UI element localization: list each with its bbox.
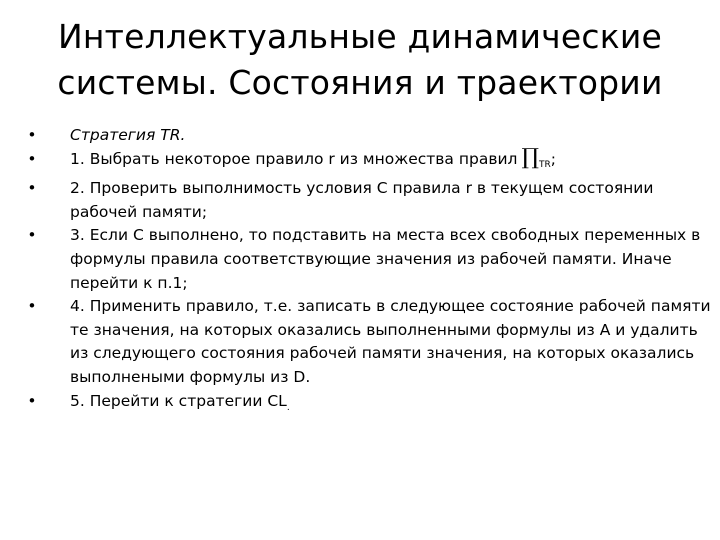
bullet-icon: •	[27, 149, 37, 168]
list-item-tail: ;	[550, 149, 556, 168]
bullet-icon: •	[27, 179, 37, 198]
list-item-step-4	[22, 295, 712, 389]
list-item-step-1	[22, 144, 712, 178]
list-item-text: 3. Если C выполнено, то подставить на места всех свободных переменных в формулы правила соответствующие значения из рабочей памяти. Иначе перейти к п.1;	[70, 226, 701, 292]
bullet-icon: •	[27, 391, 37, 410]
bullet-list	[22, 124, 712, 420]
list-item-strategy	[22, 124, 712, 148]
list-item-text: 5. Перейти к стратегии CL	[70, 391, 287, 410]
bullet-icon: •	[27, 126, 37, 144]
list-item-text: Стратегия TR.	[70, 126, 186, 144]
bullet-icon: •	[27, 226, 37, 245]
title-line-2: системы. Состояния и траектории	[57, 63, 663, 102]
slide-title	[20, 14, 700, 106]
list-item-tail: .	[286, 402, 290, 413]
title-line-1: Интеллектуальные динамические	[58, 17, 662, 56]
list-item-text: 2. Проверить выполнимость условия C правила r в текущем состоянии рабочей памяти;	[70, 179, 654, 221]
product-symbol: ∏	[521, 144, 539, 170]
list-item-step-3	[22, 224, 712, 295]
list-item-step-5	[22, 390, 712, 421]
bullet-icon: •	[27, 297, 37, 316]
list-item-text: 4. Применить правило, т.е. записать в следующее состояние рабочей памяти те значения, на которых оказались выполненными формулы из A и удалить из следующего состояния рабочей памяти значения, на которых оказались выполнеными формулы из D.	[70, 297, 711, 386]
list-item-text: 1. Выбрать некоторое правило r из множества правил	[70, 149, 518, 168]
list-item-step-2	[22, 177, 712, 224]
product-subscript: TR	[538, 159, 551, 170]
